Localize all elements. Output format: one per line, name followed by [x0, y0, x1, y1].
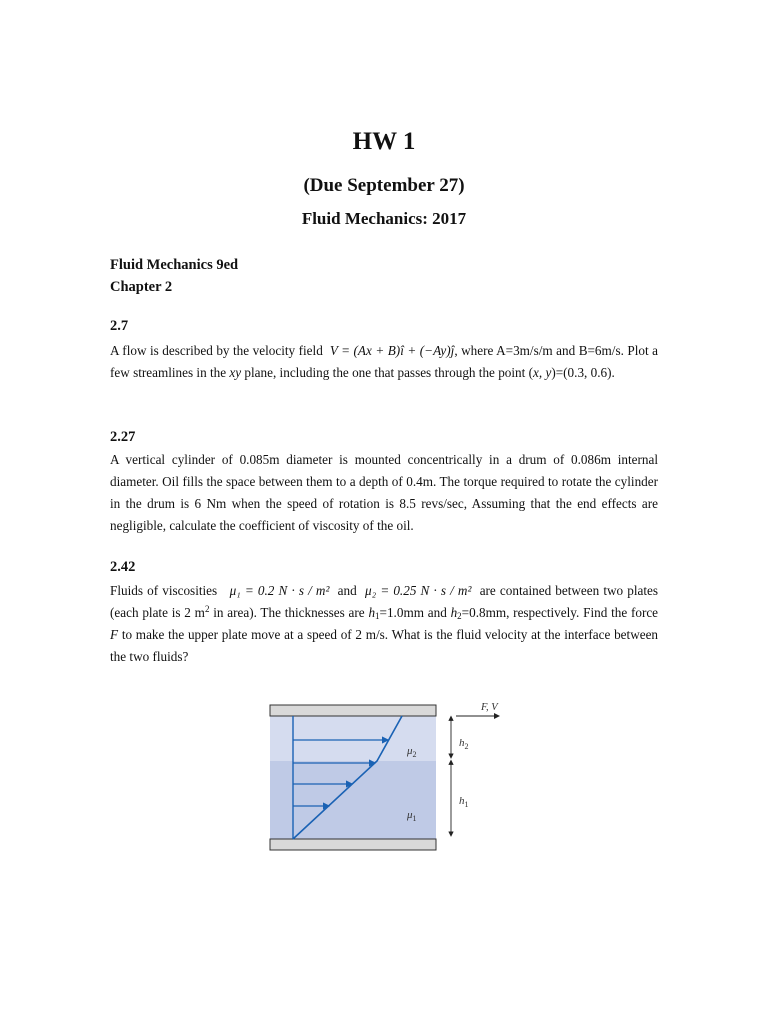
- problem-text-part: in area). The thicknesses are: [213, 605, 365, 620]
- problem-text-part: and: [337, 583, 357, 598]
- variable: h: [368, 605, 376, 620]
- problem-text-part: to make the upper plate move at a speed of 2 m/s. What is the fluid velocity at the interface between the two fluids?: [110, 627, 659, 664]
- variable: x, y: [533, 365, 552, 380]
- lower-plate: [270, 839, 436, 850]
- mu2-symbol: μ: [407, 745, 413, 757]
- problem-text-part: plane, including the one that passes through the point (: [244, 365, 534, 380]
- h1-label: [459, 795, 469, 809]
- book-info: [110, 254, 238, 298]
- problem-number: 2.7: [110, 318, 129, 334]
- variable: h: [450, 605, 458, 620]
- problem-number: 2.42: [110, 559, 136, 575]
- problem-text-part: A flow is described by the velocity field: [110, 343, 323, 358]
- two-fluid-figure: [265, 698, 515, 856]
- h2-symbol: h: [459, 737, 465, 749]
- superscript: 2: [204, 604, 210, 614]
- problem-number: 2.27: [110, 429, 136, 445]
- h2-subscript: 2: [464, 742, 469, 751]
- subscript: 1: [375, 611, 380, 621]
- variable: xy: [229, 365, 242, 380]
- page-title: HW 1: [352, 128, 416, 155]
- h1-symbol: h: [459, 795, 465, 807]
- subscript: 2: [457, 611, 462, 621]
- h1-subscript: 1: [464, 800, 469, 809]
- problem-text-part: =0.8mm, respectively. Find the force: [461, 605, 659, 620]
- problem-text-part: , where A=3m/s/m and B=6m/s. Plot a few streamlines in the: [110, 343, 658, 380]
- course-name: Fluid Mechanics: 2017: [301, 209, 467, 228]
- viscosity-1: μ₁ = 0.2 N · s / m²: [229, 583, 330, 598]
- problem-text-part: are contained between two plates (each plate is 2 m: [110, 583, 659, 620]
- mu2-subscript: 2: [412, 750, 417, 759]
- upper-plate: [270, 705, 436, 716]
- variable: F: [110, 627, 119, 642]
- force-velocity-label: F, V: [481, 702, 498, 713]
- problem-text-part: =1.0mm and: [379, 605, 447, 620]
- problem-text: [110, 580, 658, 668]
- mu1-symbol: μ: [407, 809, 413, 821]
- chapter-label: Chapter 2: [110, 279, 173, 295]
- problem-text-part: )=(0.3, 0.6).: [551, 365, 615, 380]
- problem-text: A vertical cylinder of 0.085m diameter is mounted concentrically in a drum of 0.086m internal diameter. Oil fills the space between them to a depth of 0.4m. The torque required to rotate the cylinder in the drum is 6 Nm when the speed of rotation is 8.5 revs/sec, Assuming that the end effects are negligible, calculate the coefficient of viscosity of the oil.: [110, 452, 658, 533]
- problem-text-part: Fluids of viscosities: [110, 583, 218, 598]
- viscosity-2: μ₂ = 0.25 N · s / m²: [364, 583, 472, 598]
- h2-label: [459, 737, 469, 751]
- due-date: (Due September 27): [303, 175, 465, 196]
- mu1-subscript: 1: [412, 814, 417, 823]
- problem-text: [110, 340, 658, 384]
- velocity-equation: V = (Ax + B)î + (−Ay)ĵ: [329, 343, 455, 358]
- book-name: Fluid Mechanics 9ed: [110, 257, 239, 273]
- lower-fluid-layer: [270, 761, 436, 839]
